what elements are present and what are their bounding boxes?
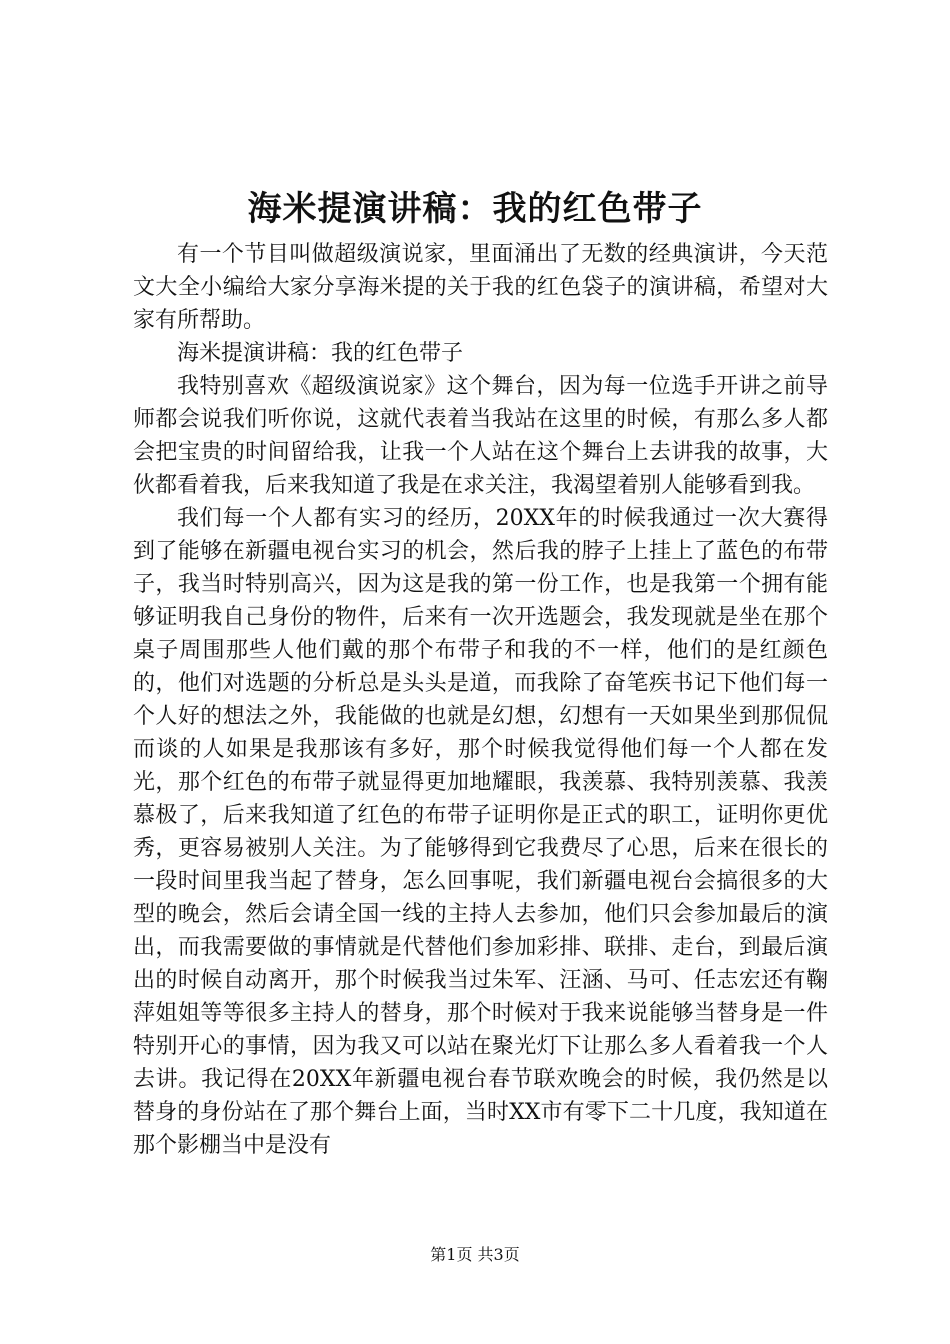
document-body (133, 238, 828, 1162)
page-footer: 第1页 共3页 (430, 1245, 520, 1264)
document-title: 海米提演讲稿：我的红色带子 (247, 189, 703, 229)
paragraph-stage: 我特别喜欢《超级演说家》这个舞台，因为每一位选手开讲之前导师都会说我们听你说，这就代表着当我站在这里的时候，有那么多人都会把宝贵的时间留给我，让我一个人站在这个舞台上去讲我的故事，大伙都看着我，后来我知道了我是在求关注，我渴望着别人能够看到我。 (133, 374, 828, 498)
paragraph-internship: 我们每一个人都有实习的经历，20XX年的时候我通过一次大赛得到了能够在新疆电视台实习的机会，然后我的脖子上挂上了蓝色的布带子，我当时特别高兴，因为这是我的第一份工作，也是我第一个拥有能够证明我自己身份的物件，后来有一次开选题会，我发现就是坐在那个桌子周围那些人他们戴的那个布带子和我的不一样，他们的是红颜色的，他们对选题的分析总是头头是道，而我除了奋笔疾书记下他们每一个人好的想法之外，我能做的也就是幻想，幻想有一天如果坐到那侃侃而谈的人如果是我那该有多好，那个时候我觉得他们每一个人都在发光，那个红色的布带子就显得更加地耀眼，我羡慕、我特别羡慕、我羡慕极了，后来我知道了红色的布带子证明你是正式的职工，证明你更优秀，更容易被别人关注。为了能够得到它我费尽了心思，后来在很长的一段时间里我当起了替身，怎么回事呢，我们新疆电视台会搞很多的大型的晚会，然后会请全国一线的主持人去参加，他们只会参加最后的演出，而我需要做的事情就是代替他们参加彩排、联排、走台，到最后演出的时候自动离开，那个时候我当过朱军、汪涵、马可、任志宏还有鞠萍姐姐等等很多主持人的替身，那个时候对于我来说能够当替身是一件特别开心的事情，因为我又可以站在聚光灯下让那么多人看着我一个人去讲。我记得在20XX年新疆电视台春节联欢晚会的时候，我仍然是以替身的身份站在了那个舞台上面，当时XX市有零下二十几度，我知道在那个影棚当中是没有 (133, 506, 828, 1158)
paragraph-intro: 有一个节目叫做超级演说家，里面涌出了无数的经典演讲，今天范文大全小编给大家分享海米提的关于我的红色袋子的演讲稿，希望对大家有所帮助。 (133, 242, 828, 333)
paragraph-subtitle: 海米提演讲稿：我的红色带子 (177, 341, 464, 366)
